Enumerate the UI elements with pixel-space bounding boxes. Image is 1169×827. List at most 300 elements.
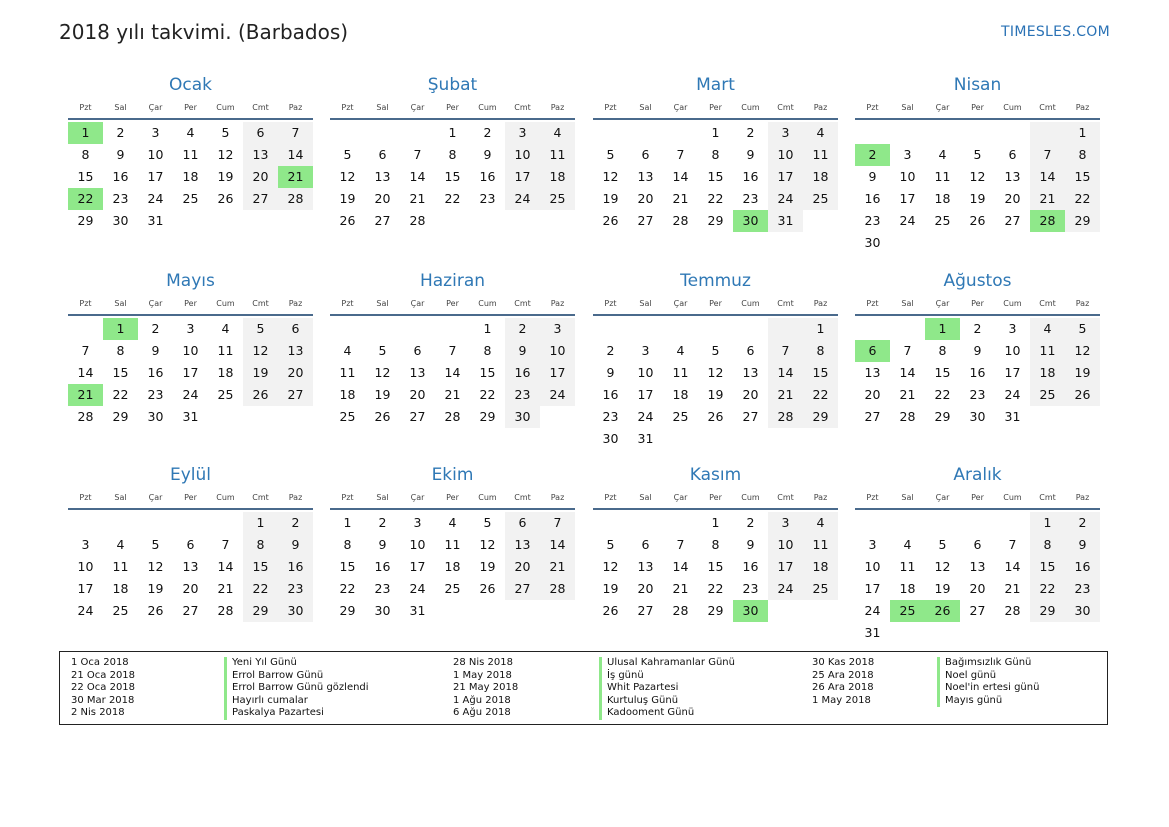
day-cell: 17 (637, 387, 654, 402)
day-cell: 18 (112, 581, 129, 596)
empty-cell (768, 318, 803, 340)
day-cell: 15 (1065, 166, 1100, 188)
day-cell: 20 (505, 556, 540, 578)
day-cell: 6 (641, 147, 650, 162)
day-cell: 26 (339, 213, 356, 228)
day-cell: 19 (479, 559, 496, 574)
day-cell: 12 (602, 559, 619, 574)
day-cell: 25 (217, 387, 234, 402)
day-cell: 14 (409, 169, 426, 184)
day-cell: 30 (278, 600, 313, 622)
day-cell: 10 (505, 144, 540, 166)
day-cell: 22 (707, 191, 724, 206)
day-cell: 3 (151, 125, 160, 140)
weekday-label: Çar (410, 299, 425, 308)
weekday-label: Cmt (252, 299, 269, 308)
day-cell: 20 (637, 191, 654, 206)
day-cell: 1 (343, 515, 352, 530)
month-block (68, 462, 313, 622)
day-cell: 23 (374, 581, 391, 596)
empty-cell (925, 512, 960, 534)
day-cell: 11 (803, 534, 838, 556)
day-cell: 14 (899, 365, 916, 380)
day-cell: 18 (1030, 362, 1065, 384)
day-cell: 9 (116, 147, 125, 162)
weekday-label: Per (709, 493, 722, 502)
day-cell: 10 (409, 537, 426, 552)
day-cell: 11 (540, 144, 575, 166)
day-cell: 27 (1004, 213, 1021, 228)
day-cell: 8 (1065, 144, 1100, 166)
empty-cell (855, 318, 890, 340)
day-cell: 8 (803, 340, 838, 362)
day-cell: 23 (278, 578, 313, 600)
weekday-header (855, 294, 1100, 316)
day-cell: 13 (969, 559, 986, 574)
holiday-day-cell: 1 (103, 318, 138, 340)
day-cell: 13 (505, 534, 540, 556)
day-cell: 15 (339, 559, 356, 574)
empty-cell (663, 318, 698, 340)
day-cell: 5 (938, 537, 947, 552)
holiday-name: Mayıs günü (937, 695, 1039, 708)
weekday-label: Sal (901, 299, 914, 308)
weekday-label: Cum (216, 493, 235, 502)
day-cell: 11 (112, 559, 129, 574)
holiday-name: Yeni Yıl Günü (224, 657, 369, 670)
day-cell: 30 (505, 406, 540, 428)
day-cell: 15 (803, 362, 838, 384)
day-cell: 14 (278, 144, 313, 166)
day-cell: 12 (1065, 340, 1100, 362)
weekday-label: Cum (741, 103, 760, 112)
day-cell: 1 (243, 512, 278, 534)
holiday-date-column (812, 657, 874, 707)
month-block (68, 72, 313, 232)
day-cell: 24 (899, 213, 916, 228)
weekday-label: Pzt (341, 299, 354, 308)
day-cell: 3 (768, 512, 803, 534)
day-cell: 20 (182, 581, 199, 596)
day-cell: 6 (746, 343, 755, 358)
day-cell: 10 (899, 169, 916, 184)
day-cell: 31 (409, 603, 426, 618)
weekday-label: Paz (288, 299, 303, 308)
empty-cell (1030, 122, 1065, 144)
day-cell: 24 (77, 603, 94, 618)
weekday-label: Paz (550, 299, 565, 308)
holiday-name: Bağımsızlık Günü (937, 657, 1039, 670)
day-cell: 9 (606, 365, 615, 380)
day-cell: 5 (221, 125, 230, 140)
day-cell: 29 (934, 409, 951, 424)
weekday-label: Pzt (79, 299, 92, 308)
empty-cell (628, 122, 663, 144)
weekday-label: Pzt (79, 493, 92, 502)
empty-cell (995, 512, 1030, 534)
day-cell: 4 (803, 122, 838, 144)
holiday-day-cell: 21 (68, 384, 103, 406)
day-cell: 16 (374, 559, 391, 574)
day-cell: 4 (803, 512, 838, 534)
weekday-label: Paz (1075, 299, 1090, 308)
day-cell: 20 (1004, 191, 1021, 206)
day-cell: 3 (413, 515, 422, 530)
day-cell: 8 (711, 537, 720, 552)
weekday-header (330, 488, 575, 510)
page-title: 2018 yılı takvimi. (Barbados) (59, 20, 349, 44)
day-cell: 30 (969, 409, 986, 424)
day-cell: 25 (444, 581, 461, 596)
day-cell: 30 (147, 409, 164, 424)
month-name: Haziran (419, 271, 486, 291)
day-grid (330, 122, 575, 232)
weekday-header (68, 488, 313, 510)
day-cell: 12 (147, 559, 164, 574)
day-cell: 28 (1004, 603, 1021, 618)
weekday-label: Cmt (1039, 493, 1056, 502)
day-cell: 13 (637, 169, 654, 184)
holiday-name: Kurtuluş Günü (599, 695, 735, 708)
day-cell: 13 (742, 365, 759, 380)
day-cell: 16 (969, 365, 986, 380)
day-cell: 23 (1065, 578, 1100, 600)
day-grid (68, 318, 313, 428)
day-cell: 18 (672, 387, 689, 402)
empty-cell (733, 318, 768, 340)
day-cell: 25 (182, 191, 199, 206)
day-cell: 13 (637, 559, 654, 574)
day-cell: 4 (1030, 318, 1065, 340)
day-cell: 29 (707, 213, 724, 228)
day-cell: 2 (116, 125, 125, 140)
day-cell: 1 (1065, 122, 1100, 144)
day-cell: 6 (641, 537, 650, 552)
day-cell: 2 (606, 343, 615, 358)
day-cell: 20 (637, 581, 654, 596)
day-cell: 12 (479, 537, 496, 552)
day-cell: 17 (864, 581, 881, 596)
weekday-label: Sal (639, 103, 652, 112)
empty-cell (890, 122, 925, 144)
weekday-label: Pzt (866, 493, 879, 502)
empty-cell (890, 318, 925, 340)
month-block (855, 72, 1100, 254)
day-cell: 7 (676, 537, 685, 552)
holiday-name: Kadooment Günü (599, 707, 735, 720)
month-name: Ocak (169, 75, 212, 95)
day-cell: 17 (77, 581, 94, 596)
day-cell: 28 (768, 406, 803, 428)
day-cell: 25 (540, 188, 575, 210)
day-cell: 8 (938, 343, 947, 358)
holiday-date: 6 Ağu 2018 (453, 707, 511, 718)
weekday-header (68, 294, 313, 316)
site-link[interactable]: TIMESLES.COM (1001, 24, 1110, 40)
day-cell: 12 (707, 365, 724, 380)
weekday-label: Per (446, 299, 459, 308)
day-cell: 9 (973, 343, 982, 358)
day-cell: 26 (217, 191, 234, 206)
day-cell: 20 (742, 387, 759, 402)
day-cell: 17 (1004, 365, 1021, 380)
day-cell: 12 (374, 365, 391, 380)
day-cell: 25 (934, 213, 951, 228)
day-cell: 4 (938, 147, 947, 162)
holiday-day-cell: 1 (925, 318, 960, 340)
day-cell: 7 (221, 537, 230, 552)
holiday-name: Paskalya Pazartesi (224, 707, 369, 720)
weekday-label: Pzt (866, 299, 879, 308)
day-cell: 17 (768, 556, 803, 578)
day-cell: 10 (182, 343, 199, 358)
weekday-header (330, 98, 575, 120)
holiday-name: İş günü (599, 670, 735, 683)
empty-cell (330, 122, 365, 144)
day-cell: 8 (1030, 534, 1065, 556)
empty-cell (663, 122, 698, 144)
weekday-label: Çar (148, 299, 163, 308)
day-cell: 3 (1008, 321, 1017, 336)
weekday-label: Cum (1003, 493, 1022, 502)
day-cell: 10 (540, 340, 575, 362)
day-cell: 23 (864, 213, 881, 228)
month-block (330, 72, 575, 232)
weekday-label: Paz (288, 103, 303, 112)
day-cell: 28 (217, 603, 234, 618)
day-cell: 21 (672, 191, 689, 206)
day-cell: 17 (540, 362, 575, 384)
empty-cell (173, 512, 208, 534)
day-cell: 31 (182, 409, 199, 424)
holiday-name: Noel'in ertesi günü (937, 682, 1039, 695)
empty-cell (855, 122, 890, 144)
holiday-day-cell: 25 (890, 600, 925, 622)
day-cell: 24 (768, 578, 803, 600)
day-cell: 7 (1030, 144, 1065, 166)
day-cell: 2 (746, 515, 755, 530)
weekday-label: Per (971, 103, 984, 112)
day-cell: 25 (1030, 384, 1065, 406)
holiday-day-cell: 26 (925, 600, 960, 622)
day-cell: 22 (339, 581, 356, 596)
holiday-day-cell: 22 (68, 188, 103, 210)
day-cell: 17 (409, 559, 426, 574)
day-cell: 21 (540, 556, 575, 578)
day-cell: 6 (505, 512, 540, 534)
weekday-header (593, 488, 838, 510)
month-name: Ağustos (943, 271, 1012, 291)
weekday-label: Çar (673, 299, 688, 308)
day-cell: 22 (934, 387, 951, 402)
holiday-date: 30 Kas 2018 (812, 657, 875, 668)
day-cell: 29 (707, 603, 724, 618)
holiday-name: Errol Barrow Günü (224, 670, 369, 683)
day-cell: 15 (934, 365, 951, 380)
day-cell: 24 (540, 384, 575, 406)
day-cell: 8 (343, 537, 352, 552)
day-cell: 28 (899, 409, 916, 424)
day-cell: 8 (711, 147, 720, 162)
day-cell: 18 (540, 166, 575, 188)
weekday-label: Per (184, 299, 197, 308)
holiday-date: 1 Oca 2018 (71, 657, 129, 668)
day-cell: 26 (374, 409, 391, 424)
day-cell: 22 (803, 384, 838, 406)
weekday-label: Paz (550, 493, 565, 502)
day-cell: 25 (339, 409, 356, 424)
day-cell: 20 (969, 581, 986, 596)
day-cell: 17 (899, 191, 916, 206)
month-block (330, 462, 575, 622)
day-cell: 26 (147, 603, 164, 618)
day-cell: 15 (479, 365, 496, 380)
day-cell: 12 (602, 169, 619, 184)
holiday-day-cell: 30 (733, 210, 768, 232)
weekday-label: Paz (813, 103, 828, 112)
holiday-name-column (599, 657, 735, 720)
empty-cell (68, 512, 103, 534)
day-cell: 3 (505, 122, 540, 144)
weekday-label: Sal (376, 103, 389, 112)
empty-cell (400, 318, 435, 340)
day-cell: 29 (243, 600, 278, 622)
day-cell: 27 (637, 603, 654, 618)
holiday-date: 1 May 2018 (453, 669, 512, 681)
day-cell: 9 (746, 147, 755, 162)
month-block (593, 72, 838, 232)
holiday-date-column (453, 657, 518, 720)
weekday-label: Sal (114, 299, 127, 308)
weekday-label: Sal (114, 103, 127, 112)
holiday-day-cell: 6 (855, 340, 890, 362)
day-cell: 26 (479, 581, 496, 596)
day-cell: 5 (378, 343, 387, 358)
day-cell: 18 (339, 387, 356, 402)
day-cell: 27 (374, 213, 391, 228)
day-cell: 9 (483, 147, 492, 162)
month-name: Şubat (427, 75, 478, 95)
day-cell: 21 (1030, 188, 1065, 210)
day-cell: 13 (278, 340, 313, 362)
holiday-day-cell: 21 (278, 166, 313, 188)
day-cell: 27 (182, 603, 199, 618)
day-cell: 9 (278, 534, 313, 556)
day-cell: 21 (899, 387, 916, 402)
weekday-label: Çar (410, 103, 425, 112)
empty-cell (103, 512, 138, 534)
weekday-label: Paz (550, 103, 565, 112)
day-cell: 29 (112, 409, 129, 424)
day-cell: 26 (1065, 384, 1100, 406)
day-cell: 22 (707, 581, 724, 596)
weekday-header (855, 98, 1100, 120)
day-cell: 16 (479, 169, 496, 184)
day-cell: 11 (899, 559, 916, 574)
weekday-label: Cmt (514, 103, 531, 112)
day-cell: 19 (602, 581, 619, 596)
empty-cell (593, 318, 628, 340)
day-cell: 31 (768, 210, 803, 232)
day-grid (68, 122, 313, 232)
day-cell: 10 (768, 144, 803, 166)
day-cell: 27 (505, 578, 540, 600)
weekday-label: Cmt (777, 103, 794, 112)
weekday-label: Cmt (252, 103, 269, 112)
day-cell: 19 (147, 581, 164, 596)
day-cell: 17 (768, 166, 803, 188)
empty-cell (995, 122, 1030, 144)
empty-cell (960, 512, 995, 534)
holiday-date: 2 Nis 2018 (71, 707, 125, 718)
weekday-label: Per (446, 103, 459, 112)
day-cell: 6 (413, 343, 422, 358)
day-cell: 19 (243, 362, 278, 384)
day-cell: 5 (606, 147, 615, 162)
weekday-label: Cum (741, 299, 760, 308)
day-cell: 25 (672, 409, 689, 424)
day-cell: 26 (243, 384, 278, 406)
day-cell: 22 (112, 387, 129, 402)
day-cell: 24 (637, 409, 654, 424)
empty-cell (400, 122, 435, 144)
day-cell: 19 (969, 191, 986, 206)
day-cell: 4 (116, 537, 125, 552)
day-cell: 14 (540, 534, 575, 556)
day-cell: 16 (147, 365, 164, 380)
holiday-date-column (71, 657, 135, 720)
day-cell: 28 (444, 409, 461, 424)
day-cell: 10 (864, 559, 881, 574)
weekday-label: Per (709, 103, 722, 112)
day-cell: 2 (1065, 512, 1100, 534)
day-cell: 16 (1065, 556, 1100, 578)
day-cell: 11 (934, 169, 951, 184)
day-grid (855, 512, 1100, 644)
day-cell: 7 (768, 340, 803, 362)
weekday-label: Sal (639, 493, 652, 502)
day-cell: 7 (1008, 537, 1017, 552)
day-cell: 19 (374, 387, 391, 402)
day-cell: 29 (1030, 600, 1065, 622)
day-cell: 3 (641, 343, 650, 358)
holiday-day-cell: 2 (855, 144, 890, 166)
day-cell: 14 (444, 365, 461, 380)
day-cell: 18 (803, 556, 838, 578)
day-cell: 7 (676, 147, 685, 162)
day-cell: 18 (444, 559, 461, 574)
day-cell: 30 (374, 603, 391, 618)
day-cell: 27 (742, 409, 759, 424)
day-cell: 1 (803, 318, 838, 340)
day-cell: 2 (278, 512, 313, 534)
day-grid (593, 318, 838, 450)
weekday-label: Pzt (866, 103, 879, 112)
day-cell: 11 (217, 343, 234, 358)
empty-cell (890, 512, 925, 534)
day-cell: 31 (1004, 409, 1021, 424)
weekday-label: Cum (216, 299, 235, 308)
day-cell: 3 (903, 147, 912, 162)
day-cell: 16 (742, 559, 759, 574)
day-cell: 16 (864, 191, 881, 206)
day-cell: 5 (973, 147, 982, 162)
day-cell: 12 (934, 559, 951, 574)
day-cell: 18 (182, 169, 199, 184)
day-cell: 20 (864, 387, 881, 402)
day-cell: 3 (768, 122, 803, 144)
holiday-name-column (224, 657, 369, 720)
